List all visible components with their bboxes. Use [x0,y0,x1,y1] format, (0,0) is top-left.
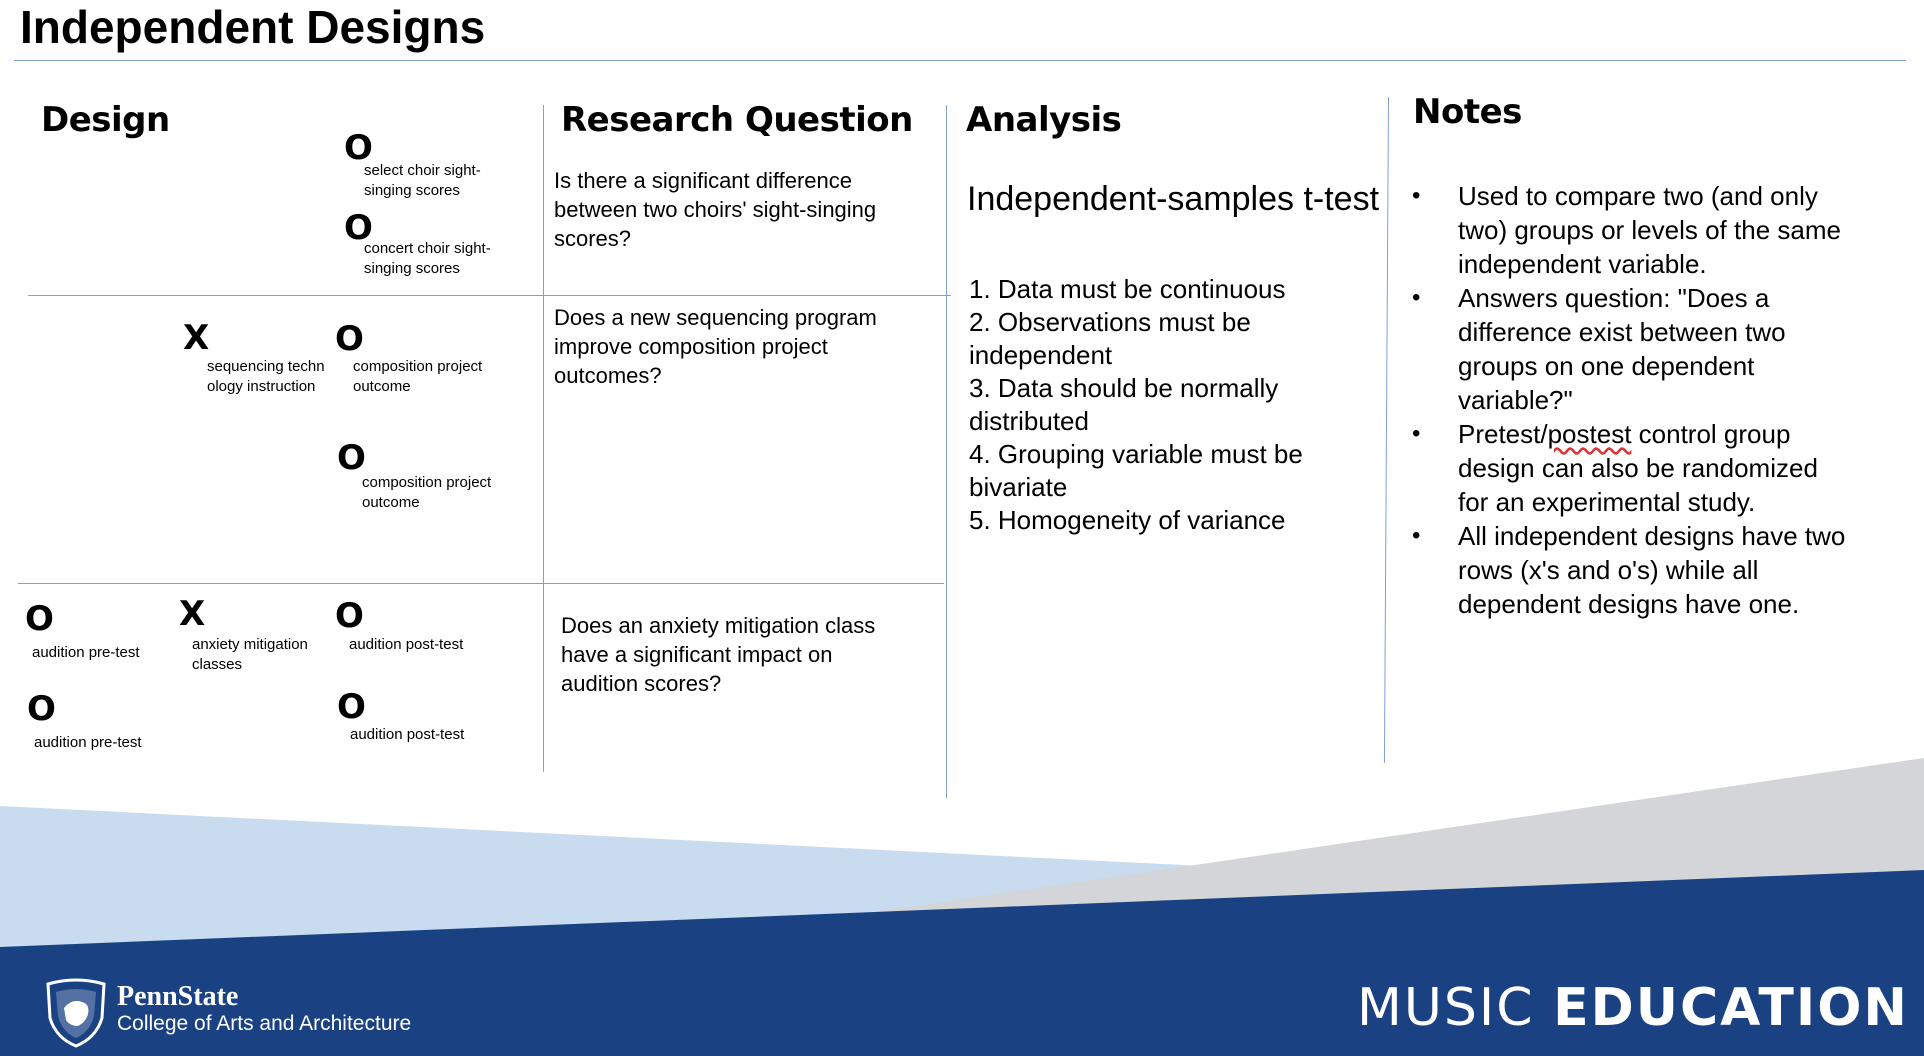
analysis-test-name: Independent-samples t-test [967,180,1380,218]
bullet-icon: • [1412,420,1421,447]
assumption-item: 3. Data should be normally distributed [969,373,1279,436]
spellcheck-flagged-word: postest [1547,419,1632,449]
assumption-item: 4. Grouping variable must be bivariate [969,439,1303,502]
observation-symbol: O [27,689,56,729]
observation-label: audition pre-test [34,734,142,751]
note-text: Answers question: "Does a difference exist between two groups on one dependent variable?" [1458,283,1786,415]
brand-music: MUSIC [1357,978,1535,1038]
observation-label: composition project outcome [353,358,483,395]
bullet-icon: • [1412,284,1421,311]
assumption-item: 5. Homogeneity of variance [969,505,1286,535]
bullet-icon: • [1412,522,1421,549]
brand-education: EDUCATION [1553,978,1909,1038]
pennstate-shield-logo [44,978,108,1048]
college-name: College of Arts and Architecture [117,1012,412,1035]
research-question: Is there a significant difference between two choirs' sight-singing scores? [554,168,877,251]
slide-title: Independent Designs [20,1,486,53]
treatment-label: sequencing techn ology instruction [207,358,325,395]
assumption-item: 2. Observations must be independent [969,307,1251,370]
observation-symbol: O [335,319,364,359]
header-analysis: Analysis [966,100,1122,140]
treatment-symbol: X [179,594,206,634]
bullet-icon: • [1412,182,1421,209]
assumption-item: 1. Data must be continuous [969,274,1286,304]
observation-symbol: O [344,208,373,248]
observation-symbol: O [344,128,373,168]
treatment-symbol: X [183,318,210,358]
music-education-wordmark [1357,978,1909,1038]
observation-label: audition post-test [349,636,464,653]
observation-label: select choir sight-singing scores [364,162,481,199]
pennstate-wordmark: PennState [117,981,239,1012]
note-text: All independent designs have two rows (x's and o's) while all dependent designs have one. [1458,521,1846,619]
research-question: Does a new sequencing program improve composition project outcomes? [554,305,877,388]
observation-symbol: O [335,596,364,636]
observation-symbol: O [337,438,366,478]
observation-symbol: O [25,599,54,639]
note-text: Used to compare two (and only two) groups or levels of the same independent variable. [1458,181,1841,279]
header-notes: Notes [1413,92,1522,132]
research-question: Does an anxiety mitigation class have a significant impact on audition scores? [561,613,876,696]
observation-label: audition pre-test [32,644,140,661]
observation-label: composition project outcome [362,474,492,511]
observation-label: audition post-test [350,726,465,743]
header-research-question: Research Question [561,100,913,140]
observation-label: concert choir sight-singing scores [364,240,491,277]
note-text-part: Pretest/ [1458,419,1548,449]
note-text-part: control group design can also be randomized for an experimental study. [1458,419,1818,517]
observation-symbol: O [337,687,366,727]
header-design: Design [41,100,170,140]
treatment-label: anxiety mitigation classes [192,636,308,673]
